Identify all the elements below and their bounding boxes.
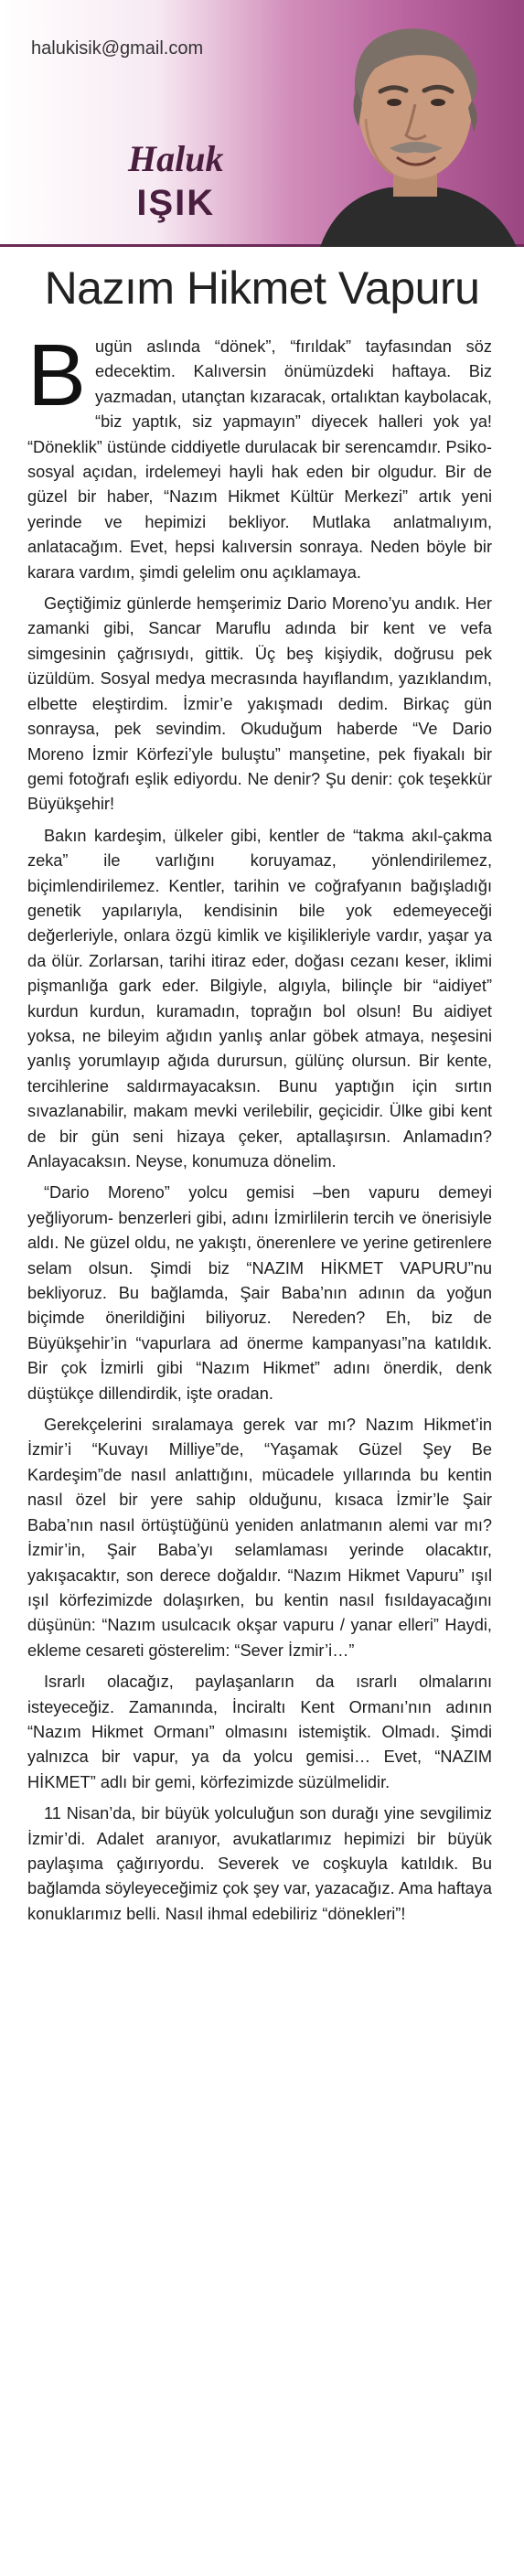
article-body [27,326,492,1933]
author-email: halukisik@gmail.com [31,38,204,59]
drop-cap: B [27,326,87,424]
article-paragraph: Gerekçelerini sıralamaya gerek var mı? Nazım Hikmet’in İzmir’i “Kuvayı Milliye”de, “Yaşamak Güzel Şey Be Kardeşim”de nasıl anlattığını, mücadele yıllarında bu kentin nasıl özel bir yere sahip olduğunu, kısaca İzmir’le Şair Baba’nın nasıl örtüştüğünü yeniden anlatmanın alemi var mı? İzmir’in, Şair Baba’yı selamlaması yerinde olacaktır, yakışacaktır, son derece doğaldır. “Nazım Hikmet Vapuru” ışıl ışıl körfezimizde dolaşırken, bu kentin nasıl fısıldayacağını düşünün: “Nazım usulcacık okşar vapuru / yanar elleri” Haydi, ekleme cesareti gösterelim: “Sever İzmir’i…” [27,1416,492,1660]
author-last-name: IŞIK [136,183,216,223]
article-title: Nazım Hikmet Vapuru [44,262,480,314]
article-paragraph: “Dario Moreno” yolcu gemisi –ben vapuru demeyi yeğliyorum- benzerleri gibi, adını İzmirlilerin tercih ve önerisiyle aldı. Ne güzel oldu, ne yakıştı, önerenlere ve yerine getirenlere selam olsun. Şimdi biz “NAZIM HİKMET VAPURU”nu bekliyoruz. Bu bağlamda, Şair Baba’nın adının da yoğun biçimde önerildiğini biliyoruz. Nereden? Eh, biz de Büyükşehir’in “vapurlara ad önerme kampanyası”na katıldık. Bir çok İzmirli gibi “Nazım Hikmet” adını önerdik, denk düştükçe dillendirdik, işte oradan. [27,1183,492,1403]
column-header [0,0,524,247]
article-paragraph: Geçtiğimiz günlerde hemşerimiz Dario Moreno’yu andık. Her zamanki gibi, Sancar Maruflu adında bir kent ve vefa simgesinin çağrısıydı, gittik. Üç beş kişiydik, doğrusu pek üzüldüm. Sosyal medya mecrasında hayıflandım, yazıklandım, elbette eleştirdim. İzmir’e yakışmadı dedim. Birkaç gün sonraysa, pek sevindim. Okuduğum haberde “Ve Dario Moreno İzmir Körfezi’yle buluştu” manşetine, pek fiyakalı bir gemi fotoğrafı eşlik ediyordu. Ne denir? Şu denir: çok teşekkür Büyükşehir! [27,594,492,814]
paragraph-text: ugün aslında “dönek”, “fırıldak” tayfasından söz edecektim. Kalıversin önümüzdeki haftaya. Biz yazmadan, utançtan kızaracak, ortalıktan kaybolacak, “biz yaptık, siz yapmayın” diyecek halleri yok ya! “Döneklik” üstünde ciddiyetle durulacak bir serencamdır. Psiko-sosyal açıdan, irdelemeyi hayli hak eden bir olgudur. Bir de güzel bir haber, “Nazım Hikmet Kültür Merkezi” artık yeni yerinde ve hepimizi bekliyor. Mutlaka anlatmalıyım, anlatacağım. Evet, hepsi kalıversin sonraya. Neden böyle bir karara vardım, şimdi gelelim onu açıklamaya. [27,337,492,582]
article-paragraph: 11 Nisan’da, bir büyük yolculuğun son durağı yine sevgilimiz İzmir’di. Adalet aranıyor, avukatlarımız hepimizi bir büyük paylaşıma çağırıyordu. Severek ve coşkuyla katıldık. Bu bağlamda söyleyeceğimiz çok şey var, yazacağız. Ama haftaya konuklarımız belli. Nasıl ihmal edebiliriz “dönekleri”! [27,1804,492,1923]
author-first-name: Haluk [128,138,224,179]
article-paragraph [27,326,492,585]
author-photo [302,0,524,247]
author-name [128,137,223,225]
article-paragraph: Bakın kardeşim, ülkeler gibi, kentler de “takma akıl-çakma zeka” ile varlığını koruyamaz, yönlendirilemez, biçimlendirilemez. Kentler, tarihin ve coğrafyanın bağışladığı genetik yapılarıyla, kendisinin bile yok edemeyeceği değerleriyle, onlara özgü kimlik ve kişilikleriyle vardır, yaşar ya da ölür. Zorlarsan, tarihi itiraz eder, doğası cezanı keser, iklimi pişmanlığa gark eder. Bilgiyle, algıyla, bilinçle bir “aidiyet” kurdun kurdun, kuramadın, toprağın bol olsun! Bu aidiyet yoksa, ne bileyim ağıdın yanlış anlar göbek atmaya, neşesini yanlış yorumlayıp ağıda durursun, gülünç olursun. Bir kente, tercihlerine saldırmayacaksın. Bunu yaptığın için sırtın sıvazlanabilir, makam mevki verilebilir, geçicidir. Ülke gibi kent de bir gün seni hizaya çeker, aptallaşırsın. Anlamadın? Anlayacaksın. Neyse, konumuza dönelim. [27,826,492,1170]
article-paragraph: Israrlı olacağız, paylaşanların da ısrarlı olmalarını isteyeceğiz. Zamanında, İnciraltı Kent Ormanı’nın adının “Nazım Hikmet Ormanı” olmasını istemiştik. Olmadı. Şimdi yalnızca bir vapur, ya da yolcu gemisi… Evet, “NAZIM HİKMET” adlı bir gemi, körfezimizde süzülmelidir. [27,1673,492,1791]
